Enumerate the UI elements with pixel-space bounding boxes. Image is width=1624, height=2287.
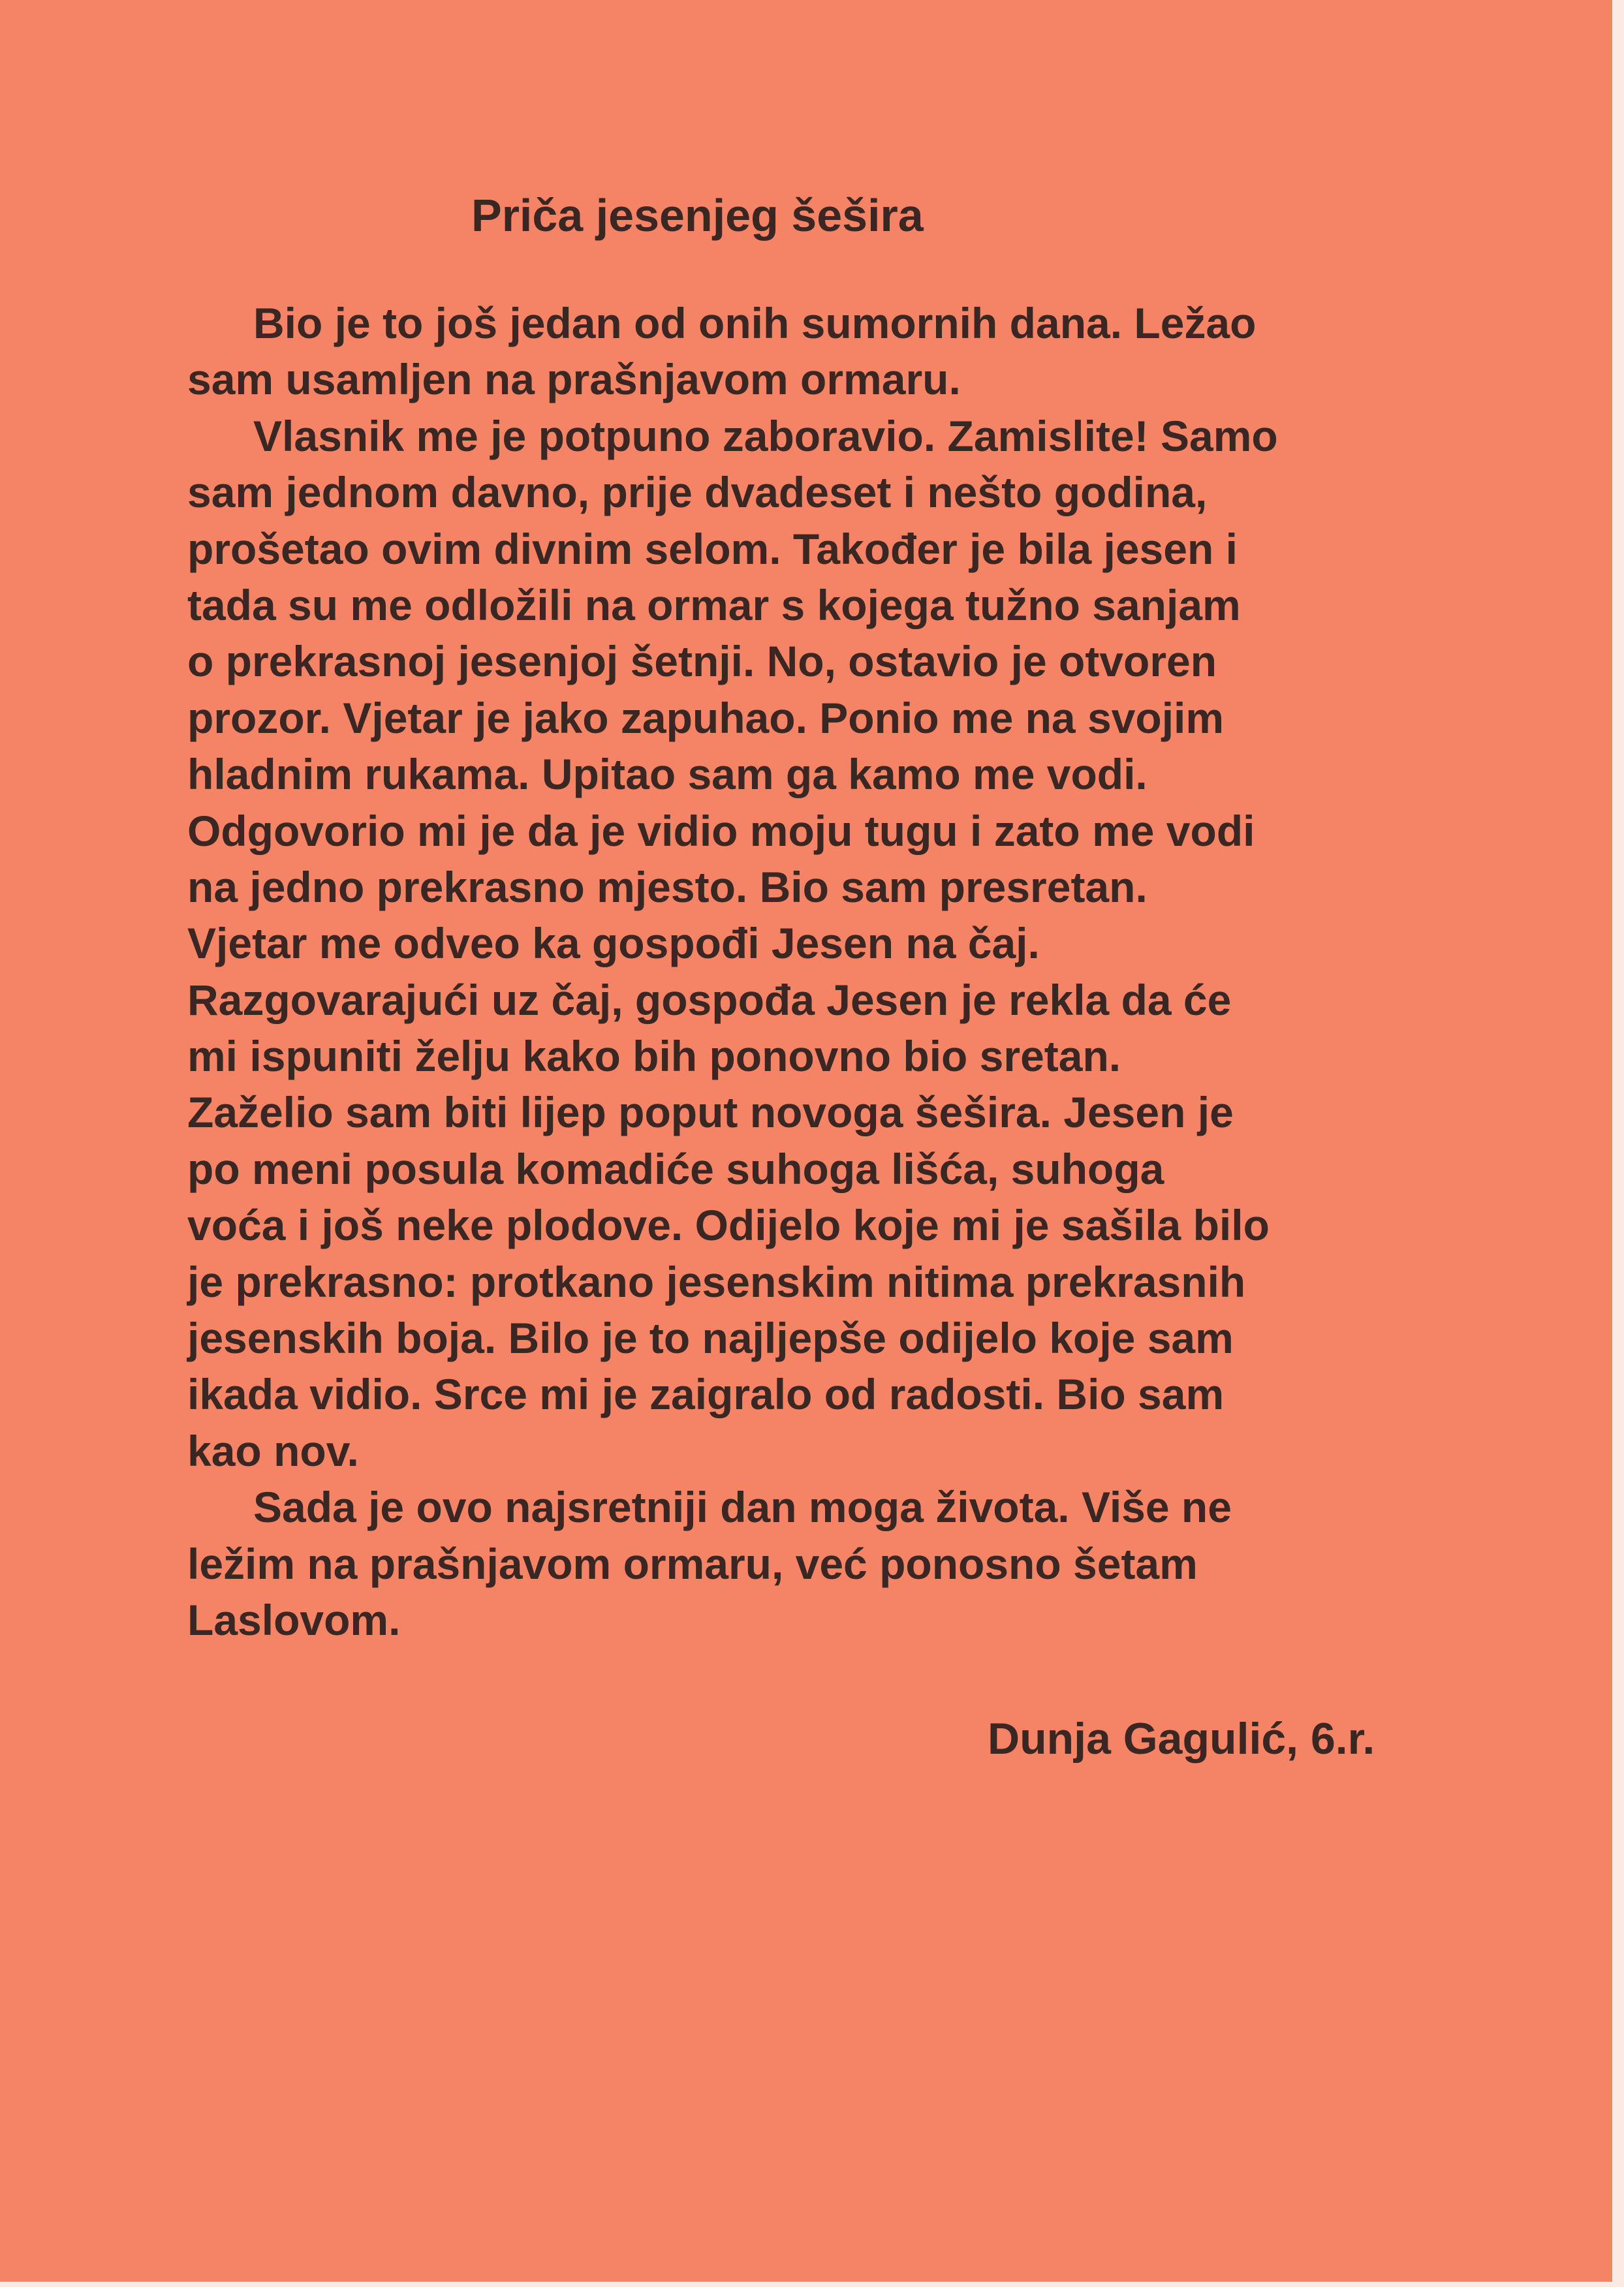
document-title: Priča jesenjeg šešira — [471, 190, 924, 241]
story-line: prozor. Vjetar je jako zapuhao. Ponio me na svojim — [187, 693, 1225, 742]
story-line: tada su me odložili na ormar s kojega tužno sanjam — [187, 580, 1241, 629]
story-line: Vjetar me odveo ka gospođi Jesen na čaj. — [187, 919, 1040, 968]
story-line: sam usamljen na prašnjavom ormaru. — [187, 355, 961, 404]
story-line: Zaželio sam biti lijep poput novoga šešira. Jesen je — [187, 1088, 1234, 1137]
story-line: ikada vidio. Srce mi je zaigralo od radosti. Bio sam — [187, 1370, 1225, 1419]
story-line: Razgovarajući uz čaj, gospođa Jesen je rekla da će — [187, 975, 1232, 1024]
story-line: Laslovom. — [187, 1595, 401, 1644]
story-line: Vlasnik me je potpuno zaboravio. Zamislite! Samo — [253, 411, 1278, 460]
story-line: po meni posula komadiće suhoga lišća, suhoga — [187, 1144, 1164, 1193]
story-line: Bio je to još jedan od onih sumornih dana. Ležao — [253, 299, 1257, 347]
story-line: hladnim rukama. Upitao sam ga kamo me vodi. — [187, 750, 1148, 799]
story-line: Odgovorio mi je da je vidio moju tugu i zato me vodi — [187, 806, 1255, 855]
story-line: Sada je ovo najsretniji dan moga života. Više ne — [253, 1483, 1232, 1532]
story-line: mi ispuniti želju kako bih ponovno bio sretan. — [187, 1032, 1121, 1081]
scan-border-bottom — [0, 2282, 1624, 2287]
story-line: jesenskih boja. Bilo je to najljepše odijelo koje sam — [187, 1314, 1234, 1363]
story-line: kao nov. — [187, 1426, 359, 1475]
scan-border-right — [1612, 0, 1624, 2287]
author-signature: Dunja Gagulić, 6.r. — [988, 1714, 1375, 1764]
story-line: voća i još neke plodove. Odijelo koje mi je sašila bilo — [187, 1201, 1270, 1250]
story-line: ležim na prašnjavom ormaru, već ponosno šetam — [187, 1539, 1198, 1588]
story-body — [187, 295, 1434, 1648]
story-line: o prekrasnoj jesenjoj šetnji. No, ostavio je otvoren — [187, 637, 1217, 686]
story-line: prošetao ovim divnim selom. Također je bila jesen i — [187, 524, 1238, 573]
story-line: na jedno prekrasno mjesto. Bio sam presretan. — [187, 862, 1148, 911]
story-line: sam jednom davno, prije dvadeset i nešto godina, — [187, 468, 1208, 517]
story-line: je prekrasno: protkano jesenskim nitima prekrasnih — [187, 1257, 1246, 1306]
